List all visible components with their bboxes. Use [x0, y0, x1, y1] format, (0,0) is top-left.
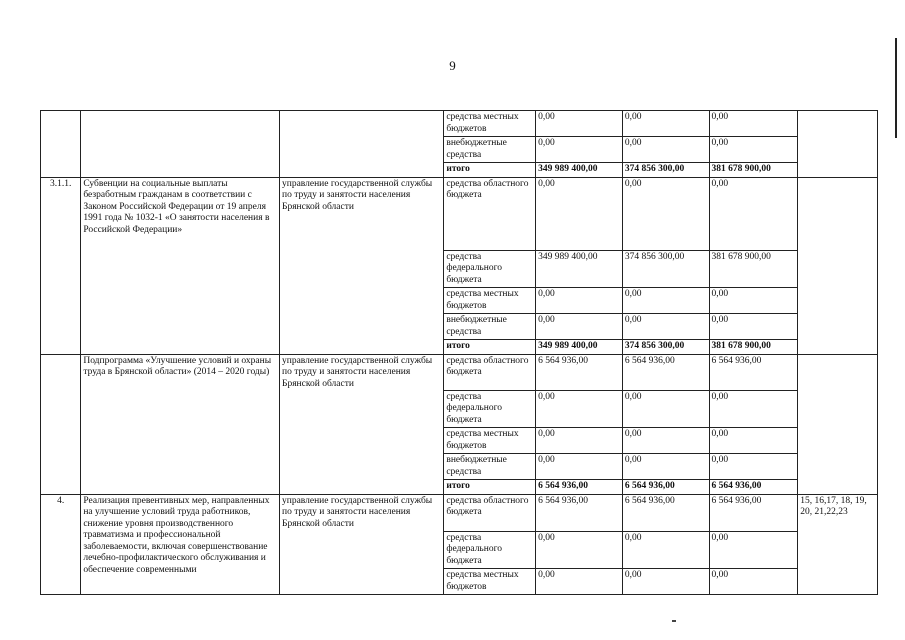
source-cell: средства областного бюджета: [444, 494, 536, 531]
value-cell: 0,00: [622, 531, 709, 569]
value-cell: 0,00: [622, 569, 709, 595]
table-row: [41, 177, 878, 250]
indicator-cell: 15, 16,17, 18, 19, 20, 21,22,23: [798, 494, 878, 595]
source-cell: внебюджетные средства: [444, 137, 536, 163]
value-cell: 6 564 936,00: [709, 480, 798, 495]
indicator-cell: [798, 111, 878, 178]
source-cell: средства местных бюджетов: [444, 111, 536, 137]
value-cell: 0,00: [536, 569, 623, 595]
num-cell: [41, 354, 81, 494]
source-cell: итого: [444, 163, 536, 178]
value-cell: 0,00: [622, 137, 709, 163]
source-cell: итого: [444, 480, 536, 495]
value-cell: 6 564 936,00: [709, 494, 798, 531]
value-cell: 0,00: [536, 288, 623, 314]
source-cell: внебюджетные средства: [444, 314, 536, 340]
num-cell: 3.1.1.: [41, 177, 81, 354]
value-cell: 6 564 936,00: [536, 494, 623, 531]
value-cell: 381 678 900,00: [709, 250, 798, 288]
value-cell: 349 989 400,00: [536, 250, 623, 288]
name-cell: [81, 111, 280, 178]
value-cell: 349 989 400,00: [536, 340, 623, 355]
value-cell: 374 856 300,00: [622, 250, 709, 288]
value-cell: 0,00: [622, 177, 709, 250]
value-cell: 374 856 300,00: [622, 163, 709, 178]
name-cell: Реализация превентивных мер, направленных на улучшение условий труда работников, снижение уровня производственного травматизма и профессиональной заболеваемости, включая совершенствование лечебно-профилактического обслуживания и обеспечение современными: [81, 494, 280, 595]
value-cell: 6 564 936,00: [709, 354, 798, 390]
value-cell: 0,00: [536, 111, 623, 137]
scan-dot-mark: [672, 620, 676, 622]
num-cell: [41, 111, 81, 178]
source-cell: средства областного бюджета: [444, 177, 536, 250]
value-cell: 0,00: [536, 428, 623, 454]
value-cell: 0,00: [622, 428, 709, 454]
value-cell: 0,00: [536, 531, 623, 569]
value-cell: 0,00: [709, 288, 798, 314]
value-cell: 0,00: [709, 137, 798, 163]
value-cell: 0,00: [536, 137, 623, 163]
value-cell: 0,00: [709, 531, 798, 569]
num-cell: 4.: [41, 494, 81, 595]
source-cell: средства федерального бюджета: [444, 390, 536, 428]
table-row: [41, 354, 878, 390]
value-cell: 0,00: [622, 390, 709, 428]
source-cell: средства местных бюджетов: [444, 288, 536, 314]
value-cell: 0,00: [709, 177, 798, 250]
value-cell: 349 989 400,00: [536, 163, 623, 178]
indicator-cell: [798, 354, 878, 494]
value-cell: 0,00: [709, 454, 798, 480]
value-cell: 6 564 936,00: [622, 480, 709, 495]
value-cell: 374 856 300,00: [622, 340, 709, 355]
value-cell: 0,00: [622, 288, 709, 314]
value-cell: 0,00: [622, 314, 709, 340]
source-cell: внебюджетные средства: [444, 454, 536, 480]
source-cell: средства федерального бюджета: [444, 531, 536, 569]
value-cell: 6 564 936,00: [622, 494, 709, 531]
source-cell: средства областного бюджета: [444, 354, 536, 390]
value-cell: 0,00: [709, 569, 798, 595]
table-row: [41, 494, 878, 531]
source-cell: итого: [444, 340, 536, 355]
value-cell: 0,00: [536, 390, 623, 428]
value-cell: 0,00: [536, 177, 623, 250]
executor-cell: управление государственной службы по труду и занятости населения Брянской области: [279, 177, 443, 354]
indicator-cell: [798, 177, 878, 354]
value-cell: 0,00: [709, 428, 798, 454]
value-cell: 0,00: [622, 454, 709, 480]
executor-cell: управление государственной службы по труду и занятости населения Брянской области: [279, 354, 443, 494]
value-cell: 381 678 900,00: [709, 340, 798, 355]
name-cell: Подпрограмма «Улучшение условий и охраны труда в Брянской области» (2014 – 2020 годы): [81, 354, 280, 494]
value-cell: 0,00: [536, 454, 623, 480]
value-cell: 0,00: [709, 111, 798, 137]
executor-cell: [279, 111, 443, 178]
source-cell: средства местных бюджетов: [444, 569, 536, 595]
value-cell: 0,00: [709, 314, 798, 340]
page-number: 9: [449, 58, 456, 73]
source-cell: средства федерального бюджета: [444, 250, 536, 288]
source-cell: средства местных бюджетов: [444, 428, 536, 454]
value-cell: 6 564 936,00: [622, 354, 709, 390]
value-cell: 0,00: [709, 390, 798, 428]
value-cell: 6 564 936,00: [536, 480, 623, 495]
value-cell: 381 678 900,00: [709, 163, 798, 178]
value-cell: 0,00: [536, 314, 623, 340]
value-cell: 0,00: [622, 111, 709, 137]
budget-table: [40, 110, 878, 595]
table-row: [41, 111, 878, 137]
scan-edge-mark: [895, 38, 897, 138]
executor-cell: управление государственной службы по труду и занятости населения Брянской области: [279, 494, 443, 595]
value-cell: 6 564 936,00: [536, 354, 623, 390]
name-cell: Субвенции на социальные выплаты безработным гражданам в соответствии с Законом Российской Федерации от 19 апреля 1991 года № 1032-1 «О занятости населения в Российской Федерации»: [81, 177, 280, 354]
